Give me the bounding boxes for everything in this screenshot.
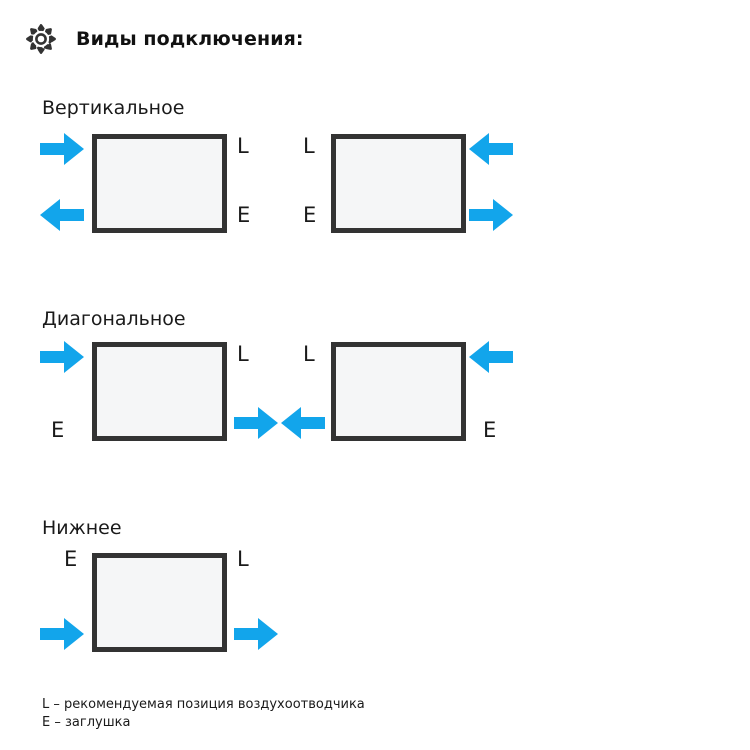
arrow-left-vertical-right-top [469,132,513,166]
radiator-vertical-right [331,134,466,233]
section-title-vertical: Вертикальное [42,97,185,119]
gear-icon [24,22,58,56]
arrow-right-vertical-left-top [40,132,84,166]
arrow-right-diagonal-left-top [40,340,84,374]
port-label-vertical-left-e: E [237,203,251,227]
port-label-vertical-left-l: L [237,134,249,158]
arrow-right-bottom-left [40,617,84,651]
section-title-bottom: Нижнее [42,517,122,539]
radiator-diagonal-right [331,342,466,441]
radiator-vertical-left [92,134,227,233]
arrow-left-vertical-left-bottom [40,198,84,232]
port-label-vertical-right-e: E [303,203,317,227]
port-label-diagonal-right-e: E [483,418,497,442]
radiator-diagonal-left [92,342,227,441]
arrow-right-diagonal-left-bottom [234,406,278,440]
port-label-diagonal-left-l: L [237,342,249,366]
page-header [24,22,304,56]
page-title: Виды подключения: [76,28,304,50]
port-label-diagonal-right-l: L [303,342,315,366]
arrow-left-diagonal-right-top [469,340,513,374]
port-label-diagonal-left-e: E [51,418,65,442]
port-label-vertical-right-l: L [303,134,315,158]
section-title-diagonal: Диагональное [42,308,186,330]
port-label-bottom-e: E [64,547,78,571]
legend-line-1: L – рекомендуемая позиция воздухоотводчика [42,697,365,712]
legend-line-2: E – заглушка [42,715,131,730]
arrow-right-vertical-right-bottom [469,198,513,232]
port-label-bottom-l: L [237,547,249,571]
arrow-left-diagonal-right-bottom [281,406,325,440]
arrow-right-bottom-right [234,617,278,651]
radiator-bottom-single [92,553,227,652]
